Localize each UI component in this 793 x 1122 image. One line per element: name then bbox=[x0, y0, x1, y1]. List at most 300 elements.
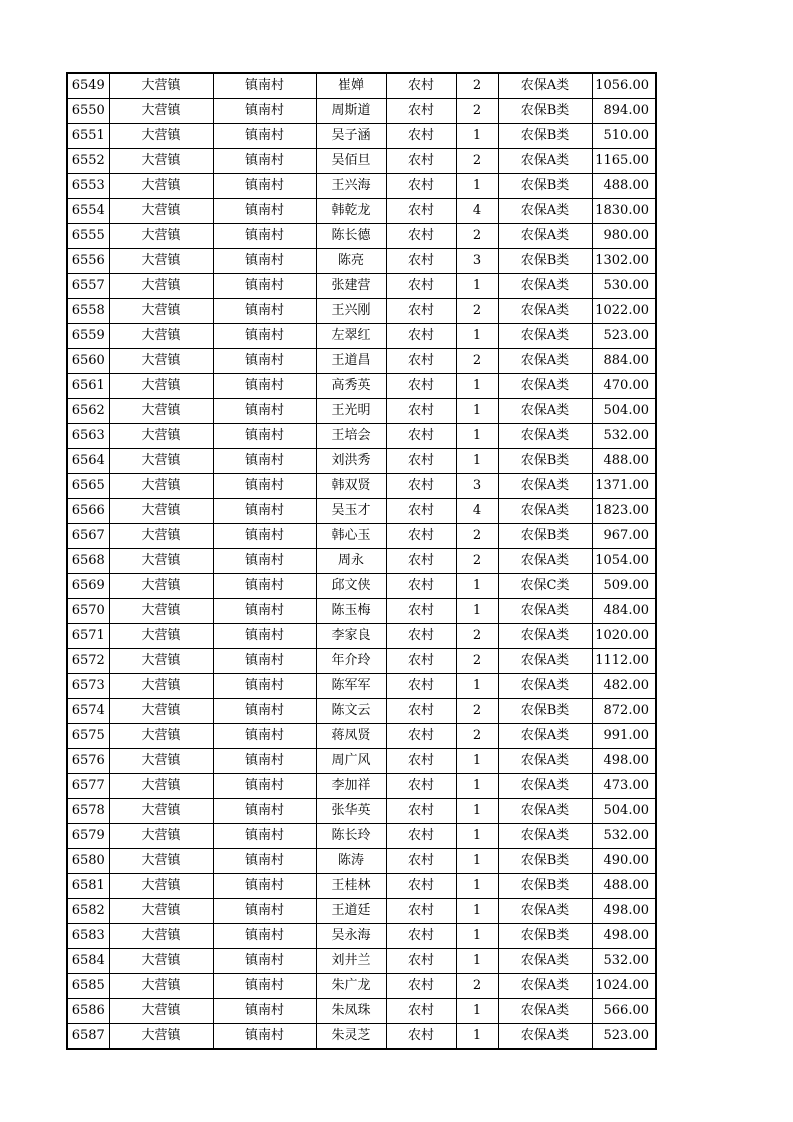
row-id-cell: 6558 bbox=[67, 299, 109, 324]
village-cell: 镇南村 bbox=[213, 699, 316, 724]
area-cell: 农村 bbox=[386, 249, 456, 274]
amount-cell: 872.00 bbox=[592, 699, 656, 724]
village-cell: 镇南村 bbox=[213, 799, 316, 824]
name-cell: 蒋凤贤 bbox=[316, 724, 386, 749]
area-cell: 农村 bbox=[386, 199, 456, 224]
amount-cell: 470.00 bbox=[592, 374, 656, 399]
town-cell: 大营镇 bbox=[109, 949, 213, 974]
category-cell: 农保A类 bbox=[498, 224, 592, 249]
category-cell: 农保A类 bbox=[498, 1024, 592, 1050]
row-id-cell: 6569 bbox=[67, 574, 109, 599]
count-cell: 3 bbox=[456, 249, 498, 274]
table-row bbox=[67, 174, 656, 199]
area-cell: 农村 bbox=[386, 799, 456, 824]
table-row bbox=[67, 99, 656, 124]
row-id-cell: 6581 bbox=[67, 874, 109, 899]
count-cell: 1 bbox=[456, 399, 498, 424]
count-cell: 1 bbox=[456, 849, 498, 874]
row-id-cell: 6564 bbox=[67, 449, 109, 474]
category-cell: 农保B类 bbox=[498, 249, 592, 274]
data-table bbox=[66, 72, 657, 1050]
town-cell: 大营镇 bbox=[109, 424, 213, 449]
town-cell: 大营镇 bbox=[109, 174, 213, 199]
amount-cell: 980.00 bbox=[592, 224, 656, 249]
area-cell: 农村 bbox=[386, 574, 456, 599]
table-row bbox=[67, 73, 656, 99]
row-id-cell: 6562 bbox=[67, 399, 109, 424]
category-cell: 农保A类 bbox=[498, 799, 592, 824]
town-cell: 大营镇 bbox=[109, 249, 213, 274]
area-cell: 农村 bbox=[386, 599, 456, 624]
town-cell: 大营镇 bbox=[109, 549, 213, 574]
row-id-cell: 6583 bbox=[67, 924, 109, 949]
table-row bbox=[67, 824, 656, 849]
amount-cell: 488.00 bbox=[592, 174, 656, 199]
village-cell: 镇南村 bbox=[213, 324, 316, 349]
name-cell: 陈玉梅 bbox=[316, 599, 386, 624]
amount-cell: 1112.00 bbox=[592, 649, 656, 674]
count-cell: 2 bbox=[456, 349, 498, 374]
count-cell: 2 bbox=[456, 99, 498, 124]
village-cell: 镇南村 bbox=[213, 399, 316, 424]
count-cell: 2 bbox=[456, 524, 498, 549]
table-row bbox=[67, 374, 656, 399]
name-cell: 韩心玉 bbox=[316, 524, 386, 549]
count-cell: 2 bbox=[456, 73, 498, 99]
table-row bbox=[67, 974, 656, 999]
area-cell: 农村 bbox=[386, 924, 456, 949]
table-row bbox=[67, 524, 656, 549]
area-cell: 农村 bbox=[386, 649, 456, 674]
amount-cell: 991.00 bbox=[592, 724, 656, 749]
row-id-cell: 6573 bbox=[67, 674, 109, 699]
amount-cell: 884.00 bbox=[592, 349, 656, 374]
name-cell: 李家良 bbox=[316, 624, 386, 649]
amount-cell: 509.00 bbox=[592, 574, 656, 599]
category-cell: 农保A类 bbox=[498, 674, 592, 699]
amount-cell: 490.00 bbox=[592, 849, 656, 874]
name-cell: 吴永海 bbox=[316, 924, 386, 949]
count-cell: 3 bbox=[456, 474, 498, 499]
amount-cell: 1056.00 bbox=[592, 73, 656, 99]
town-cell: 大营镇 bbox=[109, 699, 213, 724]
row-id-cell: 6560 bbox=[67, 349, 109, 374]
category-cell: 农保A类 bbox=[498, 599, 592, 624]
name-cell: 吴子涵 bbox=[316, 124, 386, 149]
category-cell: 农保A类 bbox=[498, 474, 592, 499]
table-row bbox=[67, 649, 656, 674]
village-cell: 镇南村 bbox=[213, 749, 316, 774]
area-cell: 农村 bbox=[386, 274, 456, 299]
town-cell: 大营镇 bbox=[109, 574, 213, 599]
category-cell: 农保B类 bbox=[498, 124, 592, 149]
row-id-cell: 6570 bbox=[67, 599, 109, 624]
name-cell: 高秀英 bbox=[316, 374, 386, 399]
area-cell: 农村 bbox=[386, 974, 456, 999]
area-cell: 农村 bbox=[386, 349, 456, 374]
category-cell: 农保A类 bbox=[498, 899, 592, 924]
area-cell: 农村 bbox=[386, 724, 456, 749]
town-cell: 大营镇 bbox=[109, 73, 213, 99]
town-cell: 大营镇 bbox=[109, 124, 213, 149]
table-row bbox=[67, 224, 656, 249]
category-cell: 农保B类 bbox=[498, 699, 592, 724]
category-cell: 农保A类 bbox=[498, 999, 592, 1024]
village-cell: 镇南村 bbox=[213, 124, 316, 149]
area-cell: 农村 bbox=[386, 699, 456, 724]
town-cell: 大营镇 bbox=[109, 524, 213, 549]
table-row bbox=[67, 199, 656, 224]
count-cell: 1 bbox=[456, 774, 498, 799]
name-cell: 朱凤珠 bbox=[316, 999, 386, 1024]
name-cell: 吴玉才 bbox=[316, 499, 386, 524]
table-row bbox=[67, 624, 656, 649]
table-row bbox=[67, 449, 656, 474]
row-id-cell: 6584 bbox=[67, 949, 109, 974]
count-cell: 1 bbox=[456, 899, 498, 924]
count-cell: 2 bbox=[456, 299, 498, 324]
category-cell: 农保A类 bbox=[498, 624, 592, 649]
category-cell: 农保A类 bbox=[498, 349, 592, 374]
amount-cell: 967.00 bbox=[592, 524, 656, 549]
village-cell: 镇南村 bbox=[213, 299, 316, 324]
village-cell: 镇南村 bbox=[213, 349, 316, 374]
name-cell: 左翠红 bbox=[316, 324, 386, 349]
count-cell: 1 bbox=[456, 949, 498, 974]
row-id-cell: 6585 bbox=[67, 974, 109, 999]
area-cell: 农村 bbox=[386, 674, 456, 699]
village-cell: 镇南村 bbox=[213, 99, 316, 124]
amount-cell: 498.00 bbox=[592, 749, 656, 774]
amount-cell: 473.00 bbox=[592, 774, 656, 799]
category-cell: 农保A类 bbox=[498, 824, 592, 849]
town-cell: 大营镇 bbox=[109, 874, 213, 899]
area-cell: 农村 bbox=[386, 824, 456, 849]
category-cell: 农保A类 bbox=[498, 499, 592, 524]
village-cell: 镇南村 bbox=[213, 174, 316, 199]
category-cell: 农保A类 bbox=[498, 424, 592, 449]
name-cell: 陈长德 bbox=[316, 224, 386, 249]
table-row bbox=[67, 599, 656, 624]
row-id-cell: 6578 bbox=[67, 799, 109, 824]
category-cell: 农保A类 bbox=[498, 549, 592, 574]
table-row bbox=[67, 149, 656, 174]
town-cell: 大营镇 bbox=[109, 924, 213, 949]
table-row bbox=[67, 274, 656, 299]
row-id-cell: 6571 bbox=[67, 624, 109, 649]
village-cell: 镇南村 bbox=[213, 73, 316, 99]
amount-cell: 504.00 bbox=[592, 799, 656, 824]
town-cell: 大营镇 bbox=[109, 149, 213, 174]
village-cell: 镇南村 bbox=[213, 624, 316, 649]
row-id-cell: 6556 bbox=[67, 249, 109, 274]
table-row bbox=[67, 999, 656, 1024]
category-cell: 农保C类 bbox=[498, 574, 592, 599]
town-cell: 大营镇 bbox=[109, 674, 213, 699]
village-cell: 镇南村 bbox=[213, 824, 316, 849]
count-cell: 1 bbox=[456, 324, 498, 349]
amount-cell: 510.00 bbox=[592, 124, 656, 149]
row-id-cell: 6549 bbox=[67, 73, 109, 99]
village-cell: 镇南村 bbox=[213, 949, 316, 974]
amount-cell: 530.00 bbox=[592, 274, 656, 299]
town-cell: 大营镇 bbox=[109, 399, 213, 424]
table-row bbox=[67, 399, 656, 424]
area-cell: 农村 bbox=[386, 149, 456, 174]
amount-cell: 1302.00 bbox=[592, 249, 656, 274]
village-cell: 镇南村 bbox=[213, 724, 316, 749]
village-cell: 镇南村 bbox=[213, 599, 316, 624]
name-cell: 朱广龙 bbox=[316, 974, 386, 999]
table-row bbox=[67, 849, 656, 874]
amount-cell: 566.00 bbox=[592, 999, 656, 1024]
name-cell: 吴佰旦 bbox=[316, 149, 386, 174]
name-cell: 刘洪秀 bbox=[316, 449, 386, 474]
table-row bbox=[67, 874, 656, 899]
table-row bbox=[67, 324, 656, 349]
name-cell: 王兴海 bbox=[316, 174, 386, 199]
town-cell: 大营镇 bbox=[109, 649, 213, 674]
table-row bbox=[67, 424, 656, 449]
village-cell: 镇南村 bbox=[213, 874, 316, 899]
count-cell: 1 bbox=[456, 924, 498, 949]
amount-cell: 1020.00 bbox=[592, 624, 656, 649]
count-cell: 1 bbox=[456, 449, 498, 474]
name-cell: 陈涛 bbox=[316, 849, 386, 874]
town-cell: 大营镇 bbox=[109, 299, 213, 324]
area-cell: 农村 bbox=[386, 999, 456, 1024]
name-cell: 张华英 bbox=[316, 799, 386, 824]
count-cell: 1 bbox=[456, 799, 498, 824]
row-id-cell: 6551 bbox=[67, 124, 109, 149]
category-cell: 农保A类 bbox=[498, 199, 592, 224]
count-cell: 1 bbox=[456, 424, 498, 449]
name-cell: 王道廷 bbox=[316, 899, 386, 924]
name-cell: 王桂林 bbox=[316, 874, 386, 899]
amount-cell: 1054.00 bbox=[592, 549, 656, 574]
amount-cell: 488.00 bbox=[592, 449, 656, 474]
table-row bbox=[67, 499, 656, 524]
category-cell: 农保B类 bbox=[498, 924, 592, 949]
area-cell: 农村 bbox=[386, 624, 456, 649]
village-cell: 镇南村 bbox=[213, 274, 316, 299]
town-cell: 大营镇 bbox=[109, 274, 213, 299]
count-cell: 1 bbox=[456, 374, 498, 399]
amount-cell: 1823.00 bbox=[592, 499, 656, 524]
table-body bbox=[67, 73, 656, 1049]
town-cell: 大营镇 bbox=[109, 849, 213, 874]
category-cell: 农保B类 bbox=[498, 99, 592, 124]
area-cell: 农村 bbox=[386, 549, 456, 574]
area-cell: 农村 bbox=[386, 1024, 456, 1050]
row-id-cell: 6555 bbox=[67, 224, 109, 249]
village-cell: 镇南村 bbox=[213, 449, 316, 474]
table-row bbox=[67, 674, 656, 699]
count-cell: 1 bbox=[456, 174, 498, 199]
town-cell: 大营镇 bbox=[109, 199, 213, 224]
name-cell: 周永 bbox=[316, 549, 386, 574]
area-cell: 农村 bbox=[386, 949, 456, 974]
town-cell: 大营镇 bbox=[109, 749, 213, 774]
town-cell: 大营镇 bbox=[109, 1024, 213, 1050]
name-cell: 年介玲 bbox=[316, 649, 386, 674]
village-cell: 镇南村 bbox=[213, 974, 316, 999]
category-cell: 农保A类 bbox=[498, 399, 592, 424]
table-row bbox=[67, 899, 656, 924]
table-row bbox=[67, 349, 656, 374]
village-cell: 镇南村 bbox=[213, 474, 316, 499]
area-cell: 农村 bbox=[386, 849, 456, 874]
area-cell: 农村 bbox=[386, 449, 456, 474]
amount-cell: 532.00 bbox=[592, 949, 656, 974]
area-cell: 农村 bbox=[386, 399, 456, 424]
area-cell: 农村 bbox=[386, 124, 456, 149]
row-id-cell: 6566 bbox=[67, 499, 109, 524]
town-cell: 大营镇 bbox=[109, 324, 213, 349]
row-id-cell: 6557 bbox=[67, 274, 109, 299]
amount-cell: 532.00 bbox=[592, 824, 656, 849]
row-id-cell: 6554 bbox=[67, 199, 109, 224]
name-cell: 周广风 bbox=[316, 749, 386, 774]
name-cell: 李加祥 bbox=[316, 774, 386, 799]
name-cell: 崔婵 bbox=[316, 73, 386, 99]
village-cell: 镇南村 bbox=[213, 574, 316, 599]
row-id-cell: 6577 bbox=[67, 774, 109, 799]
amount-cell: 1024.00 bbox=[592, 974, 656, 999]
row-id-cell: 6563 bbox=[67, 424, 109, 449]
village-cell: 镇南村 bbox=[213, 924, 316, 949]
village-cell: 镇南村 bbox=[213, 424, 316, 449]
category-cell: 农保A类 bbox=[498, 724, 592, 749]
category-cell: 农保A类 bbox=[498, 749, 592, 774]
count-cell: 4 bbox=[456, 199, 498, 224]
village-cell: 镇南村 bbox=[213, 149, 316, 174]
amount-cell: 894.00 bbox=[592, 99, 656, 124]
town-cell: 大营镇 bbox=[109, 474, 213, 499]
category-cell: 农保A类 bbox=[498, 374, 592, 399]
count-cell: 2 bbox=[456, 724, 498, 749]
count-cell: 1 bbox=[456, 274, 498, 299]
category-cell: 农保A类 bbox=[498, 324, 592, 349]
row-id-cell: 6574 bbox=[67, 699, 109, 724]
row-id-cell: 6580 bbox=[67, 849, 109, 874]
town-cell: 大营镇 bbox=[109, 449, 213, 474]
amount-cell: 1830.00 bbox=[592, 199, 656, 224]
table-row bbox=[67, 124, 656, 149]
row-id-cell: 6587 bbox=[67, 1024, 109, 1050]
count-cell: 1 bbox=[456, 674, 498, 699]
count-cell: 1 bbox=[456, 1024, 498, 1050]
village-cell: 镇南村 bbox=[213, 249, 316, 274]
town-cell: 大营镇 bbox=[109, 799, 213, 824]
name-cell: 王兴刚 bbox=[316, 299, 386, 324]
category-cell: 农保A类 bbox=[498, 649, 592, 674]
town-cell: 大营镇 bbox=[109, 899, 213, 924]
name-cell: 王道昌 bbox=[316, 349, 386, 374]
table-row bbox=[67, 749, 656, 774]
name-cell: 陈亮 bbox=[316, 249, 386, 274]
amount-cell: 1165.00 bbox=[592, 149, 656, 174]
name-cell: 陈文云 bbox=[316, 699, 386, 724]
town-cell: 大营镇 bbox=[109, 774, 213, 799]
town-cell: 大营镇 bbox=[109, 599, 213, 624]
row-id-cell: 6550 bbox=[67, 99, 109, 124]
amount-cell: 498.00 bbox=[592, 924, 656, 949]
village-cell: 镇南村 bbox=[213, 224, 316, 249]
amount-cell: 484.00 bbox=[592, 599, 656, 624]
row-id-cell: 6572 bbox=[67, 649, 109, 674]
count-cell: 2 bbox=[456, 224, 498, 249]
table-row bbox=[67, 699, 656, 724]
village-cell: 镇南村 bbox=[213, 1024, 316, 1050]
table-row bbox=[67, 474, 656, 499]
count-cell: 1 bbox=[456, 824, 498, 849]
amount-cell: 498.00 bbox=[592, 899, 656, 924]
town-cell: 大营镇 bbox=[109, 374, 213, 399]
row-id-cell: 6559 bbox=[67, 324, 109, 349]
town-cell: 大营镇 bbox=[109, 499, 213, 524]
table-row bbox=[67, 574, 656, 599]
town-cell: 大营镇 bbox=[109, 974, 213, 999]
area-cell: 农村 bbox=[386, 424, 456, 449]
row-id-cell: 6561 bbox=[67, 374, 109, 399]
amount-cell: 1022.00 bbox=[592, 299, 656, 324]
village-cell: 镇南村 bbox=[213, 649, 316, 674]
area-cell: 农村 bbox=[386, 73, 456, 99]
area-cell: 农村 bbox=[386, 374, 456, 399]
table-row bbox=[67, 249, 656, 274]
area-cell: 农村 bbox=[386, 874, 456, 899]
village-cell: 镇南村 bbox=[213, 374, 316, 399]
amount-cell: 532.00 bbox=[592, 424, 656, 449]
town-cell: 大营镇 bbox=[109, 99, 213, 124]
row-id-cell: 6553 bbox=[67, 174, 109, 199]
name-cell: 朱灵芝 bbox=[316, 1024, 386, 1050]
town-cell: 大营镇 bbox=[109, 999, 213, 1024]
area-cell: 农村 bbox=[386, 899, 456, 924]
count-cell: 2 bbox=[456, 149, 498, 174]
count-cell: 1 bbox=[456, 124, 498, 149]
count-cell: 2 bbox=[456, 649, 498, 674]
row-id-cell: 6586 bbox=[67, 999, 109, 1024]
count-cell: 2 bbox=[456, 974, 498, 999]
name-cell: 刘井兰 bbox=[316, 949, 386, 974]
area-cell: 农村 bbox=[386, 174, 456, 199]
count-cell: 2 bbox=[456, 549, 498, 574]
name-cell: 周斯道 bbox=[316, 99, 386, 124]
amount-cell: 1371.00 bbox=[592, 474, 656, 499]
row-id-cell: 6565 bbox=[67, 474, 109, 499]
amount-cell: 488.00 bbox=[592, 874, 656, 899]
row-id-cell: 6576 bbox=[67, 749, 109, 774]
village-cell: 镇南村 bbox=[213, 999, 316, 1024]
area-cell: 农村 bbox=[386, 474, 456, 499]
village-cell: 镇南村 bbox=[213, 674, 316, 699]
table-row bbox=[67, 924, 656, 949]
table-row bbox=[67, 799, 656, 824]
town-cell: 大营镇 bbox=[109, 624, 213, 649]
amount-cell: 523.00 bbox=[592, 324, 656, 349]
amount-cell: 523.00 bbox=[592, 1024, 656, 1050]
category-cell: 农保A类 bbox=[498, 299, 592, 324]
village-cell: 镇南村 bbox=[213, 549, 316, 574]
name-cell: 韩乾龙 bbox=[316, 199, 386, 224]
table-row bbox=[67, 774, 656, 799]
category-cell: 农保A类 bbox=[498, 774, 592, 799]
area-cell: 农村 bbox=[386, 324, 456, 349]
town-cell: 大营镇 bbox=[109, 224, 213, 249]
category-cell: 农保B类 bbox=[498, 449, 592, 474]
